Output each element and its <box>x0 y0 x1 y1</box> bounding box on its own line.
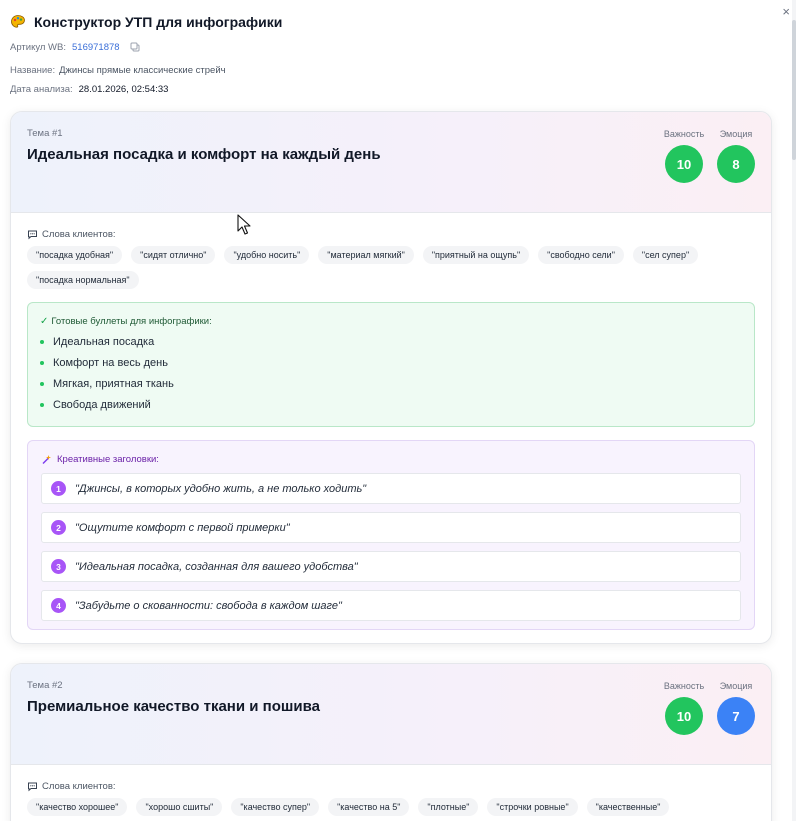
client-words-label: Слова клиентов: <box>42 229 116 240</box>
theme-header <box>11 112 771 213</box>
client-words-heading <box>27 229 755 240</box>
bullet-dot-icon <box>40 340 44 344</box>
client-word-chip: "хорошо сшиты" <box>136 798 222 816</box>
bullet-dot-icon <box>40 403 44 407</box>
client-word-chip: "сидят отлично" <box>131 246 215 264</box>
client-word-chip: "качество супер" <box>231 798 319 816</box>
headlines-heading-label: Креативные заголовки: <box>57 454 159 465</box>
client-word-chip: "сел супер" <box>633 246 698 264</box>
client-word-chip: "плотные" <box>418 798 478 816</box>
headlines-panel <box>27 440 755 630</box>
headline-item[interactable] <box>41 473 741 504</box>
importance-badge: 10 <box>665 145 703 183</box>
headlines-heading <box>41 454 741 465</box>
article-link[interactable]: 516971878 <box>72 41 120 53</box>
article-row <box>10 40 786 54</box>
importance-label: Важность <box>663 129 705 139</box>
headline-item[interactable] <box>41 512 741 543</box>
theme-label: Тема #1 <box>27 128 63 139</box>
theme-card <box>10 663 772 821</box>
client-word-chip: "посадка удобная" <box>27 246 122 264</box>
close-button[interactable]: × <box>782 4 790 19</box>
theme-body <box>11 213 771 630</box>
sparkle-icon <box>41 454 52 465</box>
name-label: Название: <box>10 64 56 76</box>
header <box>0 0 796 96</box>
importance-score <box>665 681 703 735</box>
emotion-score <box>717 681 755 735</box>
importance-score <box>665 129 703 183</box>
bullet-item <box>40 399 742 411</box>
bullets-heading-label: Готовые буллеты для инфографики: <box>51 316 212 327</box>
bullet-item <box>40 357 742 369</box>
emotion-label: Эмоция <box>719 681 753 691</box>
bullet-text: Мягкая, приятная ткань <box>53 378 174 390</box>
bullet-item <box>40 378 742 390</box>
bullet-dot-icon <box>40 382 44 386</box>
theme-label: Тема #2 <box>27 680 63 691</box>
check-icon: ✓ <box>40 316 49 327</box>
headline-item[interactable] <box>41 590 741 621</box>
theme-title: Идеальная посадка и комфорт на каждый день <box>27 146 381 163</box>
client-words-chips <box>27 246 755 289</box>
client-word-chip: "свободно сели" <box>538 246 624 264</box>
client-word-chip: "качество хорошее" <box>27 798 127 816</box>
client-words-heading <box>27 781 755 792</box>
headline-number: 4 <box>51 598 66 613</box>
client-word-chip: "качественные" <box>587 798 670 816</box>
theme-card <box>10 111 772 644</box>
client-words-chips <box>27 798 755 816</box>
mouse-cursor-icon <box>237 214 251 236</box>
headline-text: "Ощутите комфорт с первой примерки" <box>75 521 290 534</box>
headline-number: 2 <box>51 520 66 535</box>
bullet-dot-icon <box>40 361 44 365</box>
headline-text: "Забудьте о скованности: свобода в каждом шаге" <box>75 599 342 612</box>
copy-icon[interactable] <box>130 42 140 52</box>
client-word-chip: "приятный на ощупь" <box>423 246 529 264</box>
palette-icon <box>10 14 26 30</box>
article-label: Артикул WB: <box>10 41 66 53</box>
title-row <box>10 12 786 32</box>
bullets-panel <box>27 302 755 427</box>
theme-header <box>11 664 771 765</box>
bullets-heading <box>40 316 742 327</box>
emotion-label: Эмоция <box>719 129 753 139</box>
emotion-badge: 8 <box>717 145 755 183</box>
headline-text: "Идеальная посадка, созданная для вашего удобства" <box>75 560 358 573</box>
date-row <box>10 82 786 96</box>
headline-number: 3 <box>51 559 66 574</box>
date-value: 28.01.2026, 02:54:33 <box>78 83 169 95</box>
bullet-text: Комфорт на весь день <box>53 357 168 369</box>
bullet-text: Свобода движений <box>53 399 151 411</box>
headline-text: "Джинсы, в которых удобно жить, а не только ходить" <box>75 482 367 495</box>
client-word-chip: "материал мягкий" <box>318 246 414 264</box>
name-row <box>10 63 786 77</box>
client-word-chip: "посадка нормальная" <box>27 271 139 289</box>
scrollbar[interactable] <box>792 0 796 821</box>
chat-icon <box>27 781 38 792</box>
headline-number: 1 <box>51 481 66 496</box>
client-word-chip: "строчки ровные" <box>487 798 577 816</box>
bullet-text: Идеальная посадка <box>53 336 155 348</box>
bullet-item <box>40 336 742 348</box>
emotion-badge: 7 <box>717 697 755 735</box>
importance-badge: 10 <box>665 697 703 735</box>
headline-item[interactable] <box>41 551 741 582</box>
page-title: Конструктор УТП для инфографики <box>34 14 283 30</box>
theme-title: Премиальное качество ткани и пошива <box>27 698 320 715</box>
client-word-chip: "удобно носить" <box>224 246 309 264</box>
date-label: Дата анализа: <box>10 83 73 95</box>
emotion-score <box>717 129 755 183</box>
theme-body <box>11 765 771 816</box>
client-words-label: Слова клиентов: <box>42 781 116 792</box>
scores <box>665 129 755 183</box>
chat-icon <box>27 229 38 240</box>
importance-label: Важность <box>663 681 705 691</box>
scrollbar-thumb[interactable] <box>792 20 796 160</box>
scores <box>665 681 755 735</box>
client-word-chip: "качество на 5" <box>328 798 409 816</box>
name-value: Джинсы прямые классические стрейч <box>59 64 226 76</box>
